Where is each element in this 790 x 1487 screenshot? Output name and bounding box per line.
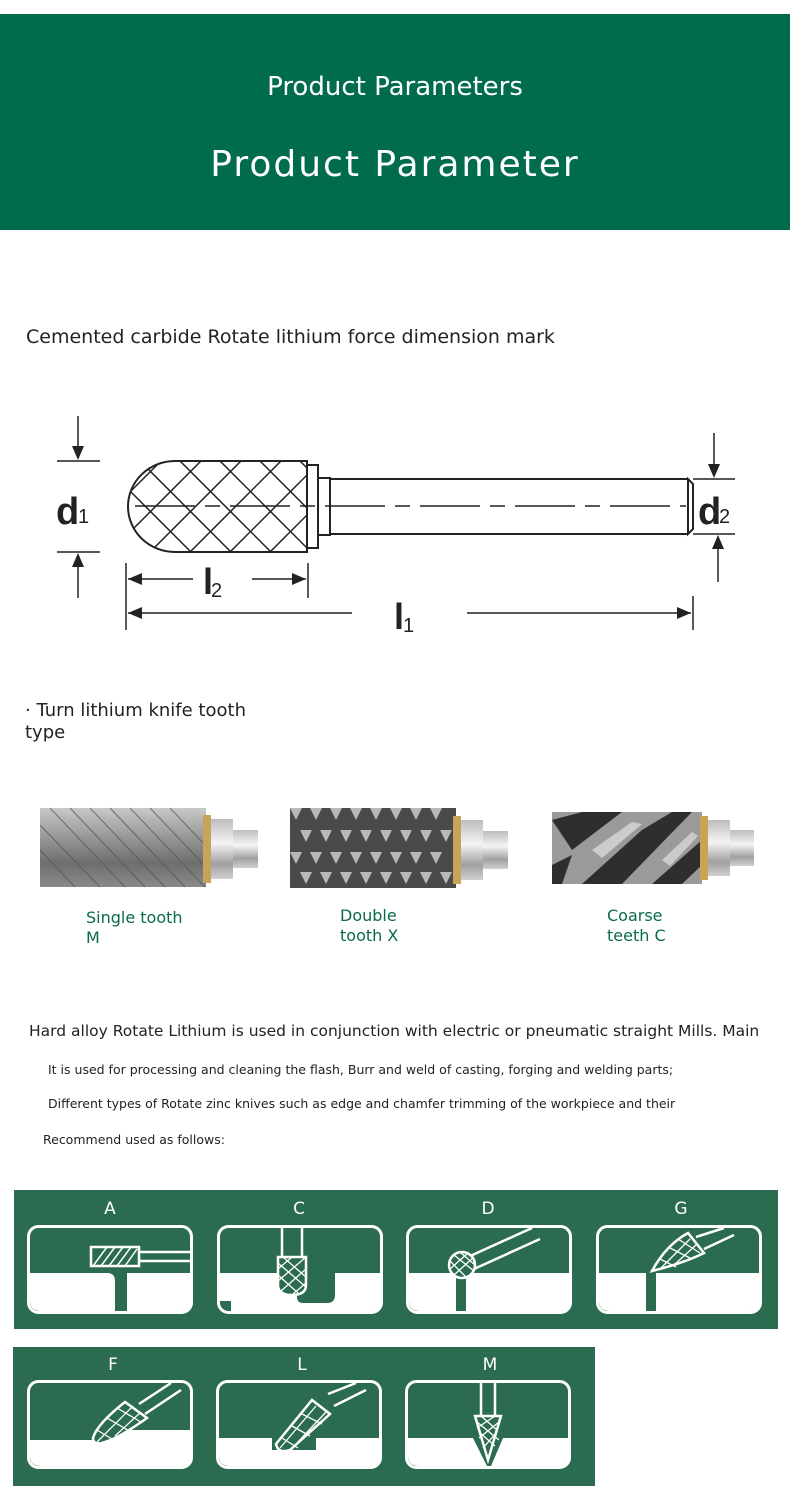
shape-label-g: G	[674, 1199, 688, 1219]
double-tooth-image	[290, 806, 508, 890]
usage-line-4: Recommend used as follows:	[43, 1132, 225, 1147]
l2-label: l	[203, 561, 214, 602]
shape-f-illustration	[27, 1380, 193, 1469]
single-tooth-label: Single tooth M	[86, 908, 183, 947]
shape-panel-row-1	[14, 1190, 778, 1329]
shape-label-l: L	[297, 1355, 307, 1375]
usage-line-1: Hard alloy Rotate Lithium is used in conjunction with electric or pneumatic straight Mills. Main	[29, 1022, 760, 1040]
shape-l-illustration	[216, 1380, 382, 1469]
shape-a-illustration	[27, 1225, 193, 1314]
coarse-teeth-image	[552, 810, 754, 886]
shape-c-illustration	[217, 1225, 383, 1314]
d1-subscript: 1	[78, 506, 90, 528]
shape-label-c: C	[293, 1199, 305, 1219]
usage-line-2: It is used for processing and cleaning the flash, Burr and weld of casting, forging and welding parts;	[48, 1062, 674, 1077]
shape-label-f: F	[108, 1355, 118, 1375]
d1-label: d	[56, 491, 80, 533]
header-title: Product Parameters	[267, 72, 523, 102]
l2-subscript: 2	[211, 580, 223, 602]
shape-d-illustration	[406, 1225, 572, 1314]
shape-label-m: M	[482, 1355, 498, 1375]
tooth-type-title: · Turn lithium knife tooth type	[25, 700, 246, 743]
double-tooth-label: Double tooth X	[340, 906, 399, 945]
header-subtitle: Product Parameter	[210, 144, 580, 185]
header-banner	[0, 14, 790, 230]
dimension-diagram	[0, 400, 790, 640]
single-tooth-image	[40, 805, 258, 889]
shape-panel-row-2	[13, 1347, 595, 1486]
l1-subscript: 1	[403, 615, 415, 637]
d2-label: d	[698, 491, 722, 533]
shape-g-illustration	[596, 1225, 762, 1314]
shape-m-illustration	[405, 1380, 571, 1469]
usage-line-3: Different types of Rotate zinc knives such as edge and chamfer trimming of the workpiece and their	[48, 1096, 676, 1111]
shape-label-a: A	[104, 1199, 116, 1219]
d2-subscript: 2	[719, 506, 731, 528]
shape-label-d: D	[481, 1199, 495, 1219]
dimension-section-title: Cemented carbide Rotate lithium force dimension mark	[26, 326, 555, 348]
l1-label: l	[394, 596, 405, 637]
coarse-teeth-label: Coarse teeth C	[607, 906, 666, 945]
